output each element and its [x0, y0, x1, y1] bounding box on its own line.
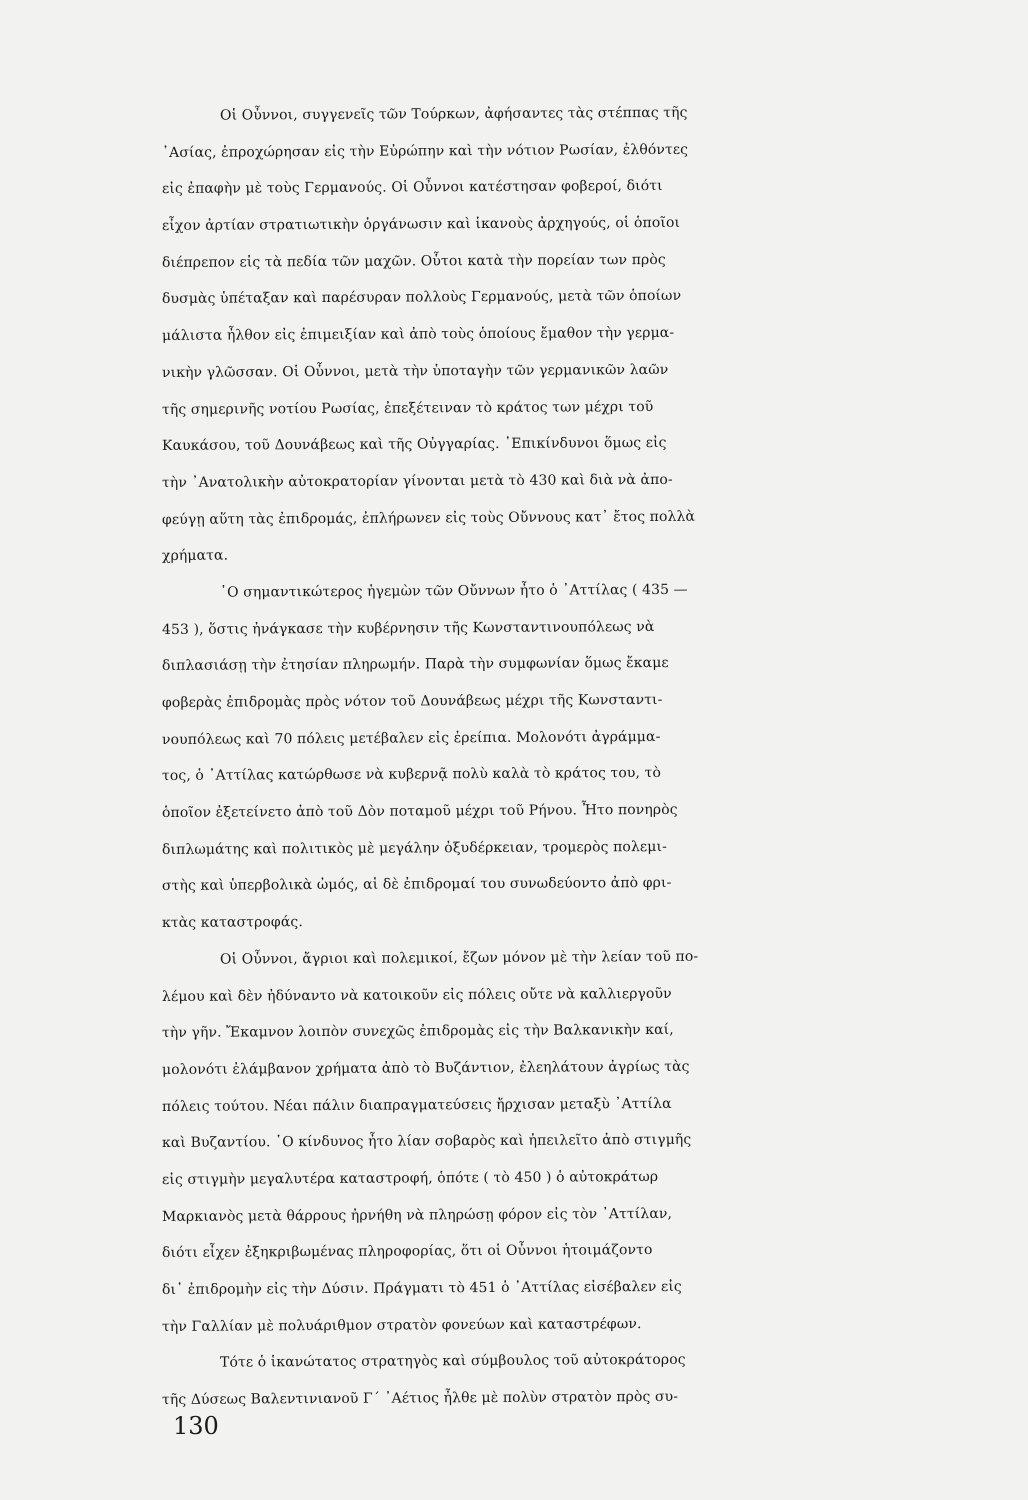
text-line: τὴν Γαλλίαν μὲ πολυάριθμον στρατὸν φονεύων καὶ καταστρέφων.: [161, 1315, 642, 1335]
text-line: ὁποῖον ἐξετείνετο ἀπὸ τοῦ Δὸν ποταμοῦ μέχρι τοῦ Ρήνου. Ἦτο πονηρὸς: [161, 801, 678, 822]
text-line: διότι εἶχεν ἐξηκριβωμένας πληροφορίας, ὅτι οἱ Οὖννοι ἡτοιμάζοντο: [161, 1242, 653, 1262]
text-line: τῆς σημερινῆς νοτίου Ρωσίας, ἐπεξέτειναν τὸ κράτος των μέχρι τοῦ: [161, 398, 654, 418]
text-line: πόλεις τούτου. Νέαι πάλιν διαπραγματεύσεις ἤρχισαν μεταξὺ ᾿Αττίλα: [161, 1095, 672, 1115]
text-line: φεύγῃ αὕτη τὰς ἐπιδρομάς, ἐπλήρωνεν εἰς τοὺς Οὔννους κατ᾿ ἔτος πολλὰ: [161, 508, 696, 528]
text-line: τὴν ᾿Ανατολικὴν αὐτοκρατορίαν γίνονται μετὰ τὸ 430 καὶ διὰ νὰ ἀπο-: [161, 471, 673, 491]
text-line: μολονότι ἐλάμβανον χρήματα ἀπὸ τὸ Βυζάντιον, ἐλεηλάτουν ἀγρίως τὰς: [161, 1058, 690, 1078]
text-line: εἶχον ἀρτίαν στρατιωτικὴν ὀργάνωσιν καὶ ἱκανοὺς ἀρχηγούς, οἱ ὁποῖοι: [161, 214, 681, 235]
body-text: [162, 98, 1024, 1419]
text-line: τος, ὁ ᾿Αττίλας κατώρθωσε νὰ κυβερνᾷ πολὺ καλὰ τὸ κράτος του, τὸ: [161, 765, 662, 785]
text-line: Μαρκιανὸς μετὰ θάρρους ἠρνήθη νὰ πληρώσῃ φόρον εἰς τὸν ᾿Αττίλαν,: [161, 1205, 673, 1225]
text-line: εἰς ἐπαφὴν μὲ τοὺς Γερμανούς. Οἱ Οὖννοι κατέστησαν φοβεροί, διότι: [161, 178, 663, 198]
text-line: φοβερὰς ἐπιδρομὰς πρὸς νότον τοῦ Δουνάβεως μέχρι τῆς Κωνσταντι-: [161, 691, 663, 711]
text-line: Καυκάσου, τοῦ Δουνάβεως καὶ τῆς Οὐγγαρίας. ᾿Επικίνδυνοι ὅμως εἰς: [161, 435, 667, 455]
text-line: ᾿Ασίας, ἐπροχώρησαν εἰς τὴν Εὐρώπην καὶ τὴν νότιον Ρωσίαν, ἐλθόντες: [161, 141, 689, 161]
text-line: διπλωμάτης καὶ πολιτικὸς μὲ μεγάλην ὀξυδέρκειαν, τρομερὸς πολεμι-: [161, 838, 667, 858]
text-line: Τότε ὁ ἱκανώτατος στρατηγὸς καὶ σύμβουλος τοῦ αὐτοκράτορος: [219, 1352, 686, 1372]
text-line: διέπρεπον εἰς τὰ πεδία τῶν μαχῶν. Οὗτοι κατὰ τὴν πορείαν των πρὸς: [161, 251, 666, 271]
text-line: νικὴν γλῶσσαν. Οἱ Οὖννοι, μετὰ τὴν ὑποταγὴν τῶν γερμανικῶν λαῶν: [161, 361, 669, 381]
text-line: 453 ), ὅστις ἠνάγκασε τὴν κυβέρνησιν τῆς Κωνσταντινουπόλεως νὰ: [161, 618, 655, 638]
text-line: νουπόλεως καὶ 70 πόλεις μετέβαλεν εἰς ἐρείπια. Μολονότι ἀγράμμα-: [161, 728, 661, 748]
text-line: δυσμὰς ὑπέταξαν καὶ παρέσυραν πολλοὺς Γερμανούς, μετὰ τῶν ὁποίων: [161, 288, 682, 308]
text-line: τῆς Δύσεως Βαλεντινιανοῦ Γ΄ ᾿Αέτιος ἦλθε μὲ πολὺν στρατὸν πρὸς συ-: [161, 1388, 679, 1409]
text-line: εἰς στιγμὴν μεγαλυτέρα καταστροφή, ὁπότε ( τὸ 450 ) ὁ αὐτοκράτωρ: [161, 1168, 659, 1188]
text-line: Οἱ Οὖννοι, συγγενεῖς τῶν Τούρκων, ἀφήσαντες τὰς στέππας τῆς: [219, 104, 688, 124]
text-line: λέμου καὶ δὲν ἠδύναντο νὰ κατοικοῦν εἰς πόλεις οὔτε νὰ καλλιεργοῦν: [161, 985, 672, 1005]
text-line: Οἱ Οὖννοι, ἄγριοι καὶ πολεμικοί, ἔζων μόνον μὲ τὴν λείαν τοῦ πο-: [219, 948, 699, 968]
text-line: δι᾿ ἐπιδρομὴν εἰς τὴν Δύσιν. Πράγματι τὸ 451 ὁ ᾿Αττίλας εἰσέβαλεν εἰς: [161, 1278, 682, 1298]
text-line: μάλιστα ἦλθον εἰς ἐπιμειξίαν καὶ ἀπὸ τοὺς ὁποίους ἔμαθον τὴν γερμα-: [161, 324, 675, 345]
text-line: κτὰς καταστροφάς.: [161, 914, 303, 932]
text-line: καὶ Βυζαντίου. ῾Ο κίνδυνος ἦτο λίαν σοβαρὸς καὶ ἠπειλεῖτο ἀπὸ στιγμῆς: [161, 1132, 692, 1152]
text-line: χρήματα.: [161, 547, 229, 565]
text-line: διπλασιάσῃ τὴν ἐτησίαν πληρωμήν. Παρὰ τὴν συμφωνίαν ὅμως ἔκαμε: [161, 655, 669, 675]
text-line: ῾Ο σημαντικώτερος ἡγεμὼν τῶν Οὔννων ἦτο ὁ ᾿Αττίλας ( 435 —: [219, 581, 688, 601]
page-number: 130: [173, 1412, 219, 1440]
text-line: τὴν γῆν. Ἔκαμνον λοιπὸν συνεχῶς ἐπιδρομὰς εἰς τὴν Βαλκανικὴν καί,: [161, 1022, 674, 1042]
text-line: στὴς καὶ ὑπερβολικὰ ὠμός, αἱ δὲ ἐπιδρομαί του συνωδεύοντο ἀπὸ φρι-: [161, 875, 672, 895]
